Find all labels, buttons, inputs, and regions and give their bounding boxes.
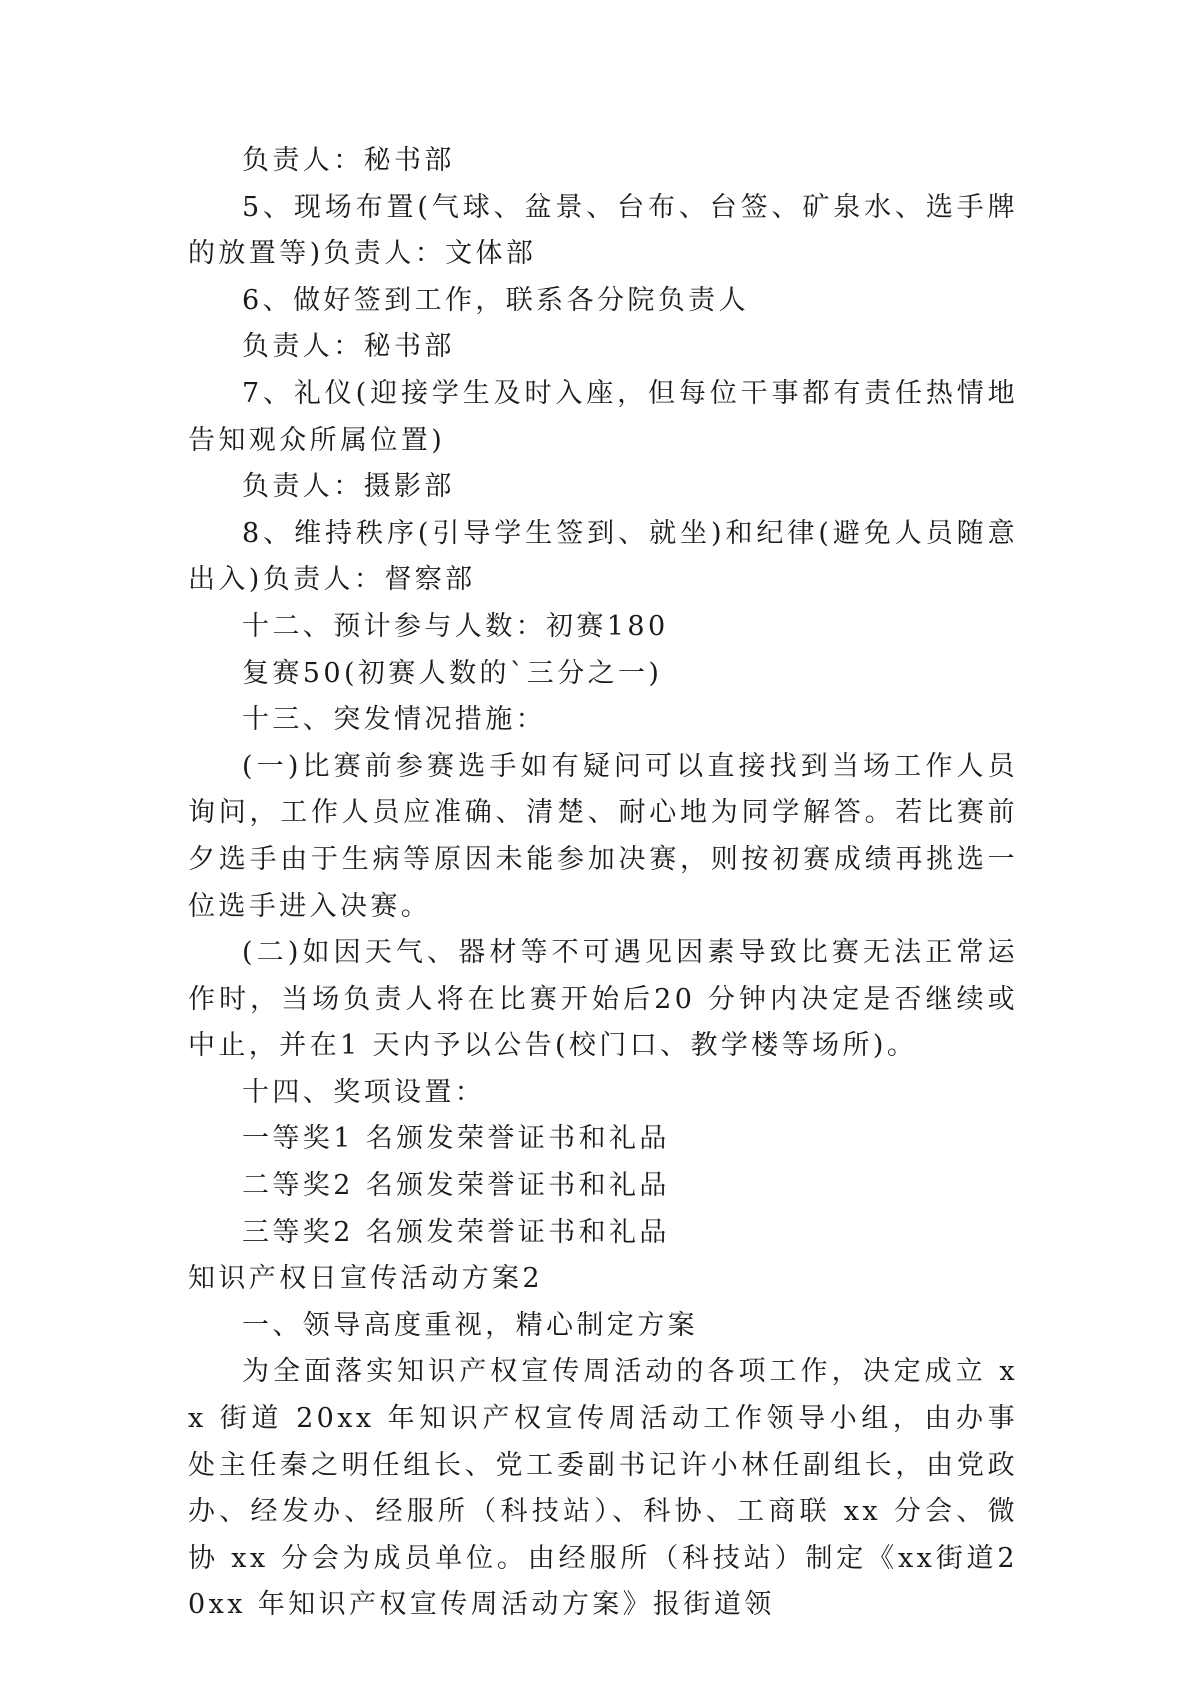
- paragraph: 复赛50(初赛人数的`三分之一): [242, 657, 663, 689]
- paragraph: 负责人：秘书部: [242, 145, 455, 176]
- paragraph: 一等奖1 名颁发荣誉证书和礼品: [242, 1123, 670, 1155]
- paragraph: 十二、预计参与人数：初赛180: [242, 610, 669, 642]
- paragraph: 7、礼仪(迎接学生及时入座，但每位干事都有责任热情地告知观众所属位置): [188, 377, 1018, 456]
- document-title: 知识产权日宣传活动方案2: [188, 1263, 543, 1295]
- paragraph: 6、做好签到工作，联系各分院负责人: [242, 284, 749, 316]
- paragraph: (二)如因天气、器材等不可遇见因素导致比赛无法正常运作时，当场负责人将在比赛开始后20 分钟内决定是否继续或中止，并在1 天内予以公告(校门口、教学楼等场所)。: [188, 937, 1018, 1062]
- document-body: [188, 138, 1018, 1629]
- section-heading: 十四、奖项设置：: [242, 1076, 486, 1108]
- paragraph: 二等奖2 名颁发荣誉证书和礼品: [242, 1170, 670, 1202]
- paragraph: 三等奖2 名颁发荣誉证书和礼品: [242, 1216, 670, 1248]
- paragraph: 5、现场布置(气球、盆景、台布、台签、矿泉水、选手牌的放置等)负责人：文体部: [188, 191, 1018, 270]
- section-heading: 一、领导高度重视，精心制定方案: [242, 1309, 698, 1341]
- paragraph: 8、维持秩序(引导学生签到、就坐)和纪律(避免人员随意出入)负责人：督察部: [188, 517, 1018, 596]
- section-heading: 十三、突发情况措施：: [242, 704, 546, 736]
- paragraph: (一)比赛前参赛选手如有疑问可以直接找到当场工作人员询问，工作人员应准确、清楚、耐心地为同学解答。若比赛前夕选手由于生病等原因未能参加决赛，则按初赛成绩再挑选一位选手进入决赛。: [188, 750, 1018, 922]
- paragraph: 为全面落实知识产权宣传周活动的各项工作，决定成立 xx 街道 20xx 年知识产权宣传周活动工作领导小组，由办事处主任秦之明任组长、党工委副书记许小林任副组长，由党政办、经发办、经服所（科技站）、科协、工商联 xx 分会、微协 xx 分会为成员单位。由经服所（科技站）制定《xx街道20xx 年知识产权宣传周活动方案》报街道领: [188, 1356, 1018, 1621]
- paragraph: 负责人：摄影部: [242, 471, 455, 503]
- paragraph: 负责人：秘书部: [242, 331, 455, 363]
